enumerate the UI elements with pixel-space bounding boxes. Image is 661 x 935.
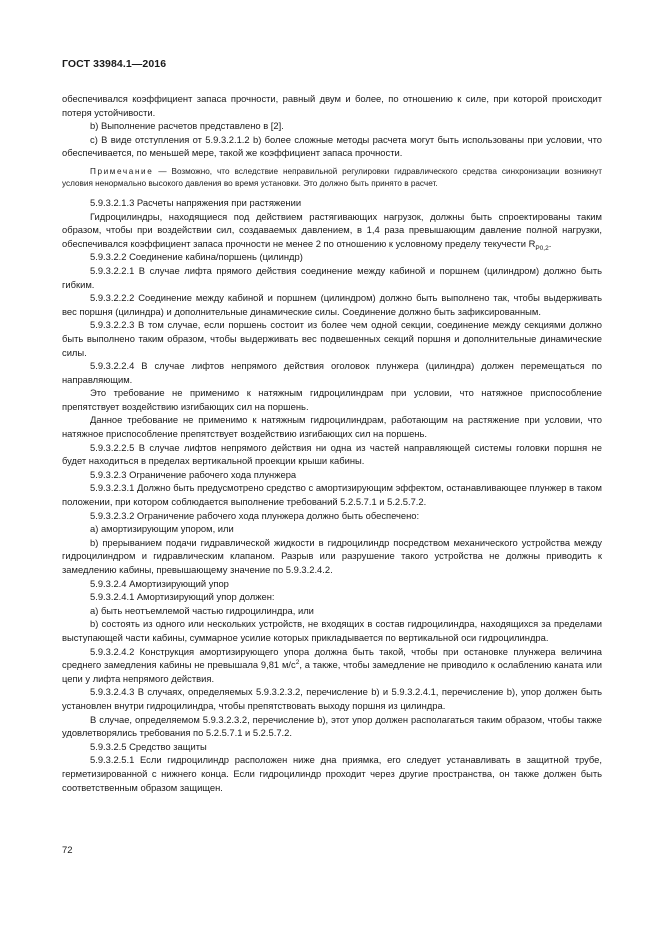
list-item: b) прерыванием подачи гидравлической жидкости в гидроцилиндр посредством механического устройства между гидроцилиндром и гидравлическим клапаном. Разрыв или разрушение такого устройства не должны приводить к замедлению кабины, превышающему значение по 5.9.3.2.4.2.: [62, 536, 602, 575]
paragraph: 5.9.3.2.2.2 Соединение между кабиной и поршнем (цилиндром) должно быть выполнено так, чтобы выдерживать вес поршня (цилиндра) и дополнительные динамические силы. Соединение должно быть зафиксированным.: [62, 292, 602, 317]
document-header: ГОСТ 33984.1—2016: [62, 58, 167, 70]
paragraph: Данное требование не применимо к натяжным гидроцилиндрам, работающим на растяжение при условии, что натяжное приспособление препятствует воздействию изгибающих сил на поршень.: [62, 414, 602, 440]
paragraph: 5.9.3.2.4.1 Амортизирующий упор должен:: [90, 591, 275, 603]
paragraph: Гидроцилиндры, находящиеся под действием растягивающих нагрузок, должны быть спроектированы таким образом, чтобы при воздействии сил, создаваемых давлением, в 1,4 раза превышающим давление полной нагрузки, обеспечивался коэффициент запаса прочности не менее 2 по отношению к условному пределу текучести $R_{P0,2}$.: [62, 210, 602, 252]
list-item: b) состоять из одного или нескольких устройств, не входящих в состав гидроцилиндра, находящихся за пределами выступающей части кабины, суммарное усилие которых прикладывается по вертикальной оси гидроцилиндра.: [62, 618, 602, 643]
paragraph: 5.9.3.2.4.3 В случаях, определяемых 5.9.3.2.3.2, перечисление b) и 5.9.3.2.4.1, перечисление b), упор должен быть установлен внутри гидроцилиндра, чтобы препятствовать выходу поршня из цилиндра.: [62, 686, 602, 711]
paragraph: 5.9.3.2.2.3 В том случае, если поршень состоит из более чем одной секции, соединение между секциями должно быть выполнено таким образом, чтобы выдерживать вес подвешенных секций поршня и дополнительные динамические силы.: [62, 319, 602, 358]
paragraph: 5.9.3.2.2.1 В случае лифта прямого действия соединение между кабиной и поршнем (цилиндром) должно быть гибким.: [62, 264, 602, 290]
section-heading: 5.9.3.2.5 Средство защиты: [90, 740, 207, 752]
note-text: — Возможно, что вследствие неправильной регулировки гидравлического средства синхронизации возникнут условия ненормально высокого давления во время установки. Это должно быть принято в расчет.: [62, 166, 602, 188]
section-heading: 5.9.3.2.3 Ограничение рабочего хода плунжера: [90, 468, 297, 480]
paragraph: b) Выполнение расчетов представлено в [2].: [90, 120, 284, 132]
paragraph: 5.9.3.2.2.5 В случае лифтов непрямого действия ни одна из частей направляющей системы головки поршня не будет находиться в пределах вертикальной проекции крыши кабины.: [62, 441, 602, 467]
paragraph: обеспечивался коэффициент запаса прочности, равный двум и более, по отношению к силе, при которой происходит потеря устойчивости.: [62, 93, 602, 118]
paragraph: Это требование не применимо к натяжным гидроцилиндрам при условии, что натяжное приспособление препятствует воздействию изгибающих сил на поршень.: [62, 387, 602, 412]
paragraph: 5.9.3.2.2.4 В случае лифтов непрямого действия оголовок плунжера (цилиндра) должен перемещаться по направляющим.: [62, 360, 602, 385]
list-item: а) быть неотъемлемой частью гидроцилиндра, или: [90, 604, 314, 616]
paragraph: 5.9.3.2.4.2 Конструкция амортизирующего упора должна быть такой, чтобы при остановке плунжера величина среднего замедления кабины не превышала 9,81 $м/с^2$, а также, чтобы замедление не приводило к ослаблению каната или цепи у лифта непрямого действия.: [62, 645, 603, 684]
paragraph: с) В виде отступления от 5.9.3.2.1.2 b) более сложные методы расчета могут быть использованы при условии, что обеспечивается, по меньшей мере, такой же коэффициент запаса прочности.: [62, 133, 602, 159]
note: [62, 166, 602, 190]
document-body: [62, 92, 602, 794]
paragraph: В случае, определяемом 5.9.3.2.3.2, перечисление b), этот упор должен располагаться таким образом, чтобы также удовлетворялись требования по 5.2.5.7.1 и 5.2.5.7.2.: [62, 713, 602, 739]
note-label: Примечание: [90, 166, 154, 176]
section-heading: 5.9.3.2.1.3 Расчеты напряжения при растяжении: [90, 196, 302, 208]
list-item: а) амортизирующим упором, или: [90, 523, 234, 535]
paragraph: 5.9.3.2.3.1 Должно быть предусмотрено средство с амортизирующим эффектом, останавливающее плунжер в таком положении, при котором соблюдается выполнение требований 5.2.5.7.1 и 5.2.5.7.2.: [62, 482, 602, 508]
paragraph: 5.9.3.2.3.2 Ограничение рабочего хода плунжера должно быть обеспечено:: [90, 509, 420, 521]
section-heading: 5.9.3.2.4 Амортизирующий упор: [90, 577, 229, 589]
section-heading: 5.9.3.2.2 Соединение кабина/поршень (цилиндр): [90, 251, 303, 263]
page-number: 72: [62, 845, 73, 856]
paragraph: 5.9.3.2.5.1 Если гидроцилиндр расположен ниже дна приямка, его следует устанавливать в защитной трубе, герметизированной с нижнего конца. Если гидроцилиндр проходит через другие пространства, он также должен быть соответственным образом защищен.: [62, 754, 602, 793]
